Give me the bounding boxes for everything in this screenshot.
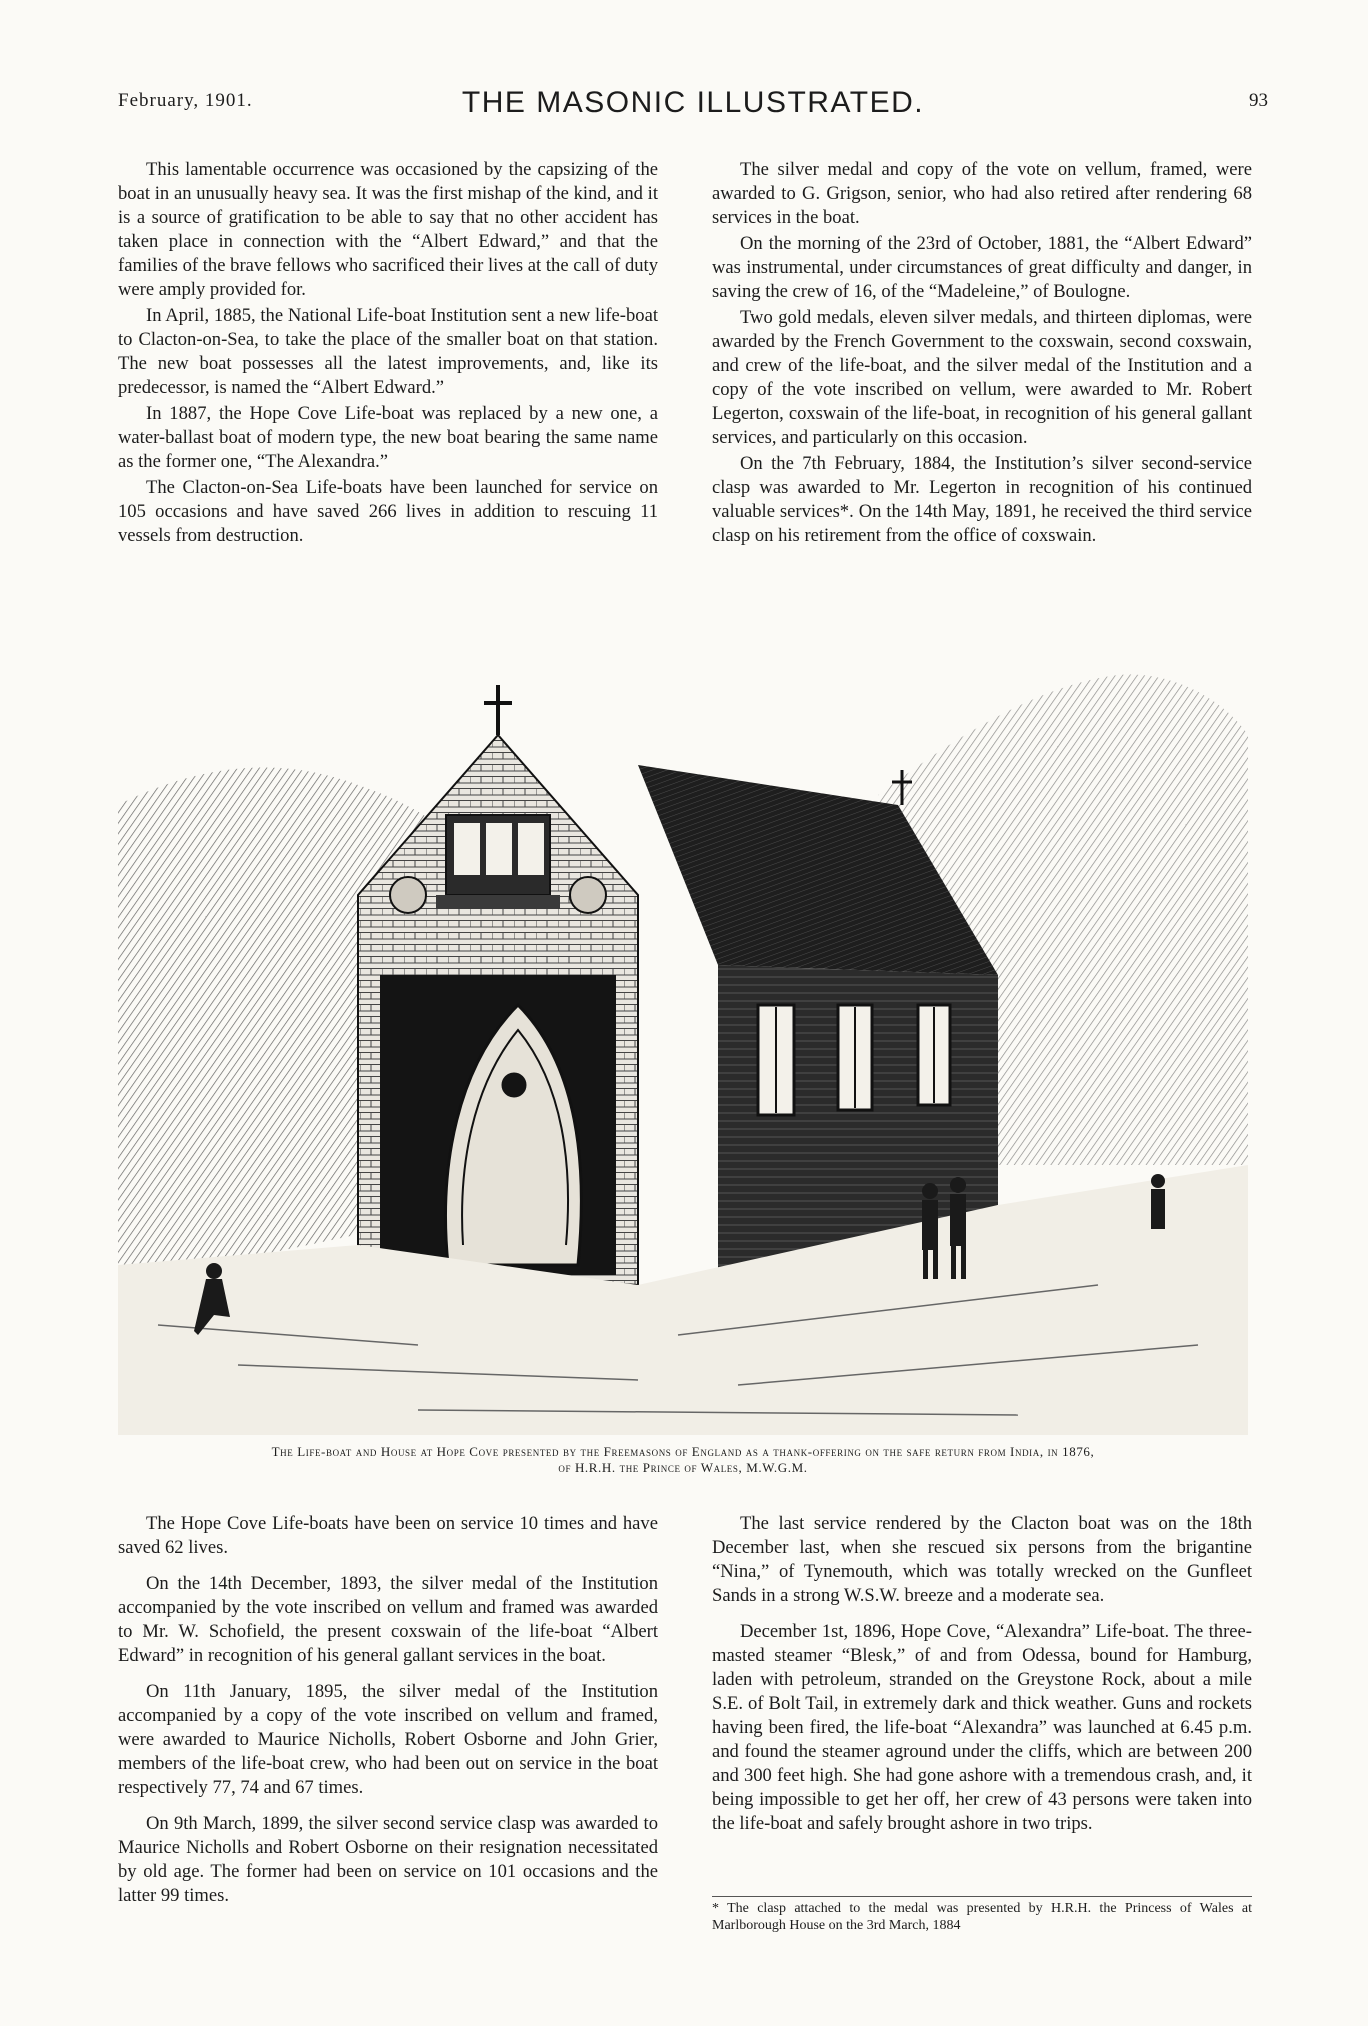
page-number: 93 <box>1249 90 1268 111</box>
caption-line: The Life-boat and House at Hope Cove presented by the Freemasons of England as a thank-offering on the safe return from India, in 1876, <box>271 1444 1095 1459</box>
paragraph: The last service rendered by the Clacton boat was on the 18th December last, when she rescued six persons from the brigantine “Nina,” of Tynemouth, which was totally wrecked on the Gunfleet Sands in a strong W.S.W. breeze and a moderate sea. <box>712 1513 1252 1606</box>
paragraph: In April, 1885, the National Life-boat Institution sent a new life-boat to Clacton-on-Sea, to take the place of the smaller boat on that station. The new boat possesses all the latest improvements, and, like its predecessor, is named the “Albert Edward.” <box>118 305 658 398</box>
paragraph: On 11th January, 1895, the silver medal of the Institution accompanied by a copy of the vote inscribed on vellum and framed, were awarded to Maurice Nicholls, Robert Osborne and John Grier, members of the life-boat crew, who had been out on service in the boat respectively 77, 74 and 67 times. <box>118 1681 658 1798</box>
left-column-top <box>118 158 658 550</box>
paragraph: On the 14th December, 1893, the silver medal of the Institution accompanied by the vote inscribed on vellum and framed was awarded to Mr. W. Schofield, the present coxswain of the life-boat “Albert Edward” in recognition of his general gallant services in the boat. <box>118 1573 658 1666</box>
paragraph: The Clacton-on-Sea Life-boats have been launched for service on 105 occasions and have saved 266 lives in addition to rescuing 11 vessels from destruction. <box>118 477 658 546</box>
footnote-line: Princess of Wales at Marlborough House on the 3rd March, 1884 <box>712 1901 1252 1933</box>
paragraph: The Hope Cove Life-boats have been on service 10 times and have saved 62 lives. <box>118 1513 658 1558</box>
right-column-top <box>712 158 1252 550</box>
footnote-rule <box>712 1896 1252 1897</box>
paragraph: In 1887, the Hope Cove Life-boat was replaced by a new one, a water-ballast boat of modern type, the new boat bearing the same name as the former one, “The Alexandra.” <box>118 403 658 472</box>
right-column-bottom <box>712 1512 1252 1848</box>
figure-caption <box>118 1444 1248 1476</box>
lifeboat-house-illustration <box>118 645 1248 1435</box>
issue-date: February, 1901. <box>118 90 253 111</box>
caption-line: of H.R.H. the Prince of Wales, M.W.G.M. <box>558 1460 808 1475</box>
paragraph: Two gold medals, eleven silver medals, and thirteen diplomas, were awarded by the French Government to the coxswain, second coxswain, and crew of the life-boat, and the silver medal of the Institution and a copy of the vote inscribed on vellum, were awarded to Mr. Robert Legerton, coxswain of the life-boat, in recognition of his general gallant services, and particularly on this occasion. <box>712 307 1252 448</box>
paragraph: December 1st, 1896, Hope Cove, “Alexandra” Life-boat. The three-masted steamer “Blesk,” of and from Odessa, bound for Hamburg, laden with petroleum, stranded on the Greystone Rock, about a mile S.E. of Bolt Tail, in extremely dark and thick weather. Guns and rockets having been fired, the life-boat “Alexandra” was launched at 6.45 p.m. and found the steamer aground under the cliffs, which are between 200 and 300 feet high. She had gone ashore with a tremendous crash, and, it being impossible to get her off, her crew of 43 persons were taken into the life-boat and safely brought ashore in two trips. <box>712 1621 1252 1834</box>
roundel-right <box>570 877 606 913</box>
paragraph: This lamentable occurrence was occasioned by the capsizing of the boat in an unusually heavy sea. It was the first mishap of the kind, and it is a source of gratification to be able to say that no other accident has taken place in connection with the “Albert Edward,” and that the families of the brave fellows who sacrificed their lives at the call of duty were amply provided for. <box>118 159 658 300</box>
footnote <box>712 1900 1252 1934</box>
publication-title: THE MASONIC ILLUSTRATED. <box>461 86 925 119</box>
paragraph: The silver medal and copy of the vote on vellum, framed, were awarded to G. Grigson, senior, who had also retired after rendering 68 services in the boat. <box>712 159 1252 228</box>
paragraph: On the 7th February, 1884, the Institution’s silver second-service clasp was awarded to Mr. Legerton in recognition of his continued valuable services*. On the 14th May, 1891, he received the third service clasp on his retirement from the office of coxswain. <box>712 453 1252 546</box>
paragraph: On the morning of the 23rd of October, 1881, the “Albert Edward” was instrumental, under circumstances of great difficulty and danger, in saving the crew of 16, of the “Madeleine,” of Boulogne. <box>712 233 1252 302</box>
footnote-line: * The clasp attached to the medal was presented by H.R.H. the <box>712 1901 1117 1916</box>
running-head <box>118 86 1268 126</box>
paragraph: On 9th March, 1899, the silver second service clasp was awarded to Maurice Nicholls and Robert Osborne on their resignation necessitated by old age. The former had been on service on 101 occasions and the latter 99 times. <box>118 1813 658 1906</box>
roundel-left <box>390 877 426 913</box>
side-windows <box>758 1005 950 1115</box>
left-column-bottom <box>118 1512 658 1920</box>
oriel-window <box>436 815 560 909</box>
